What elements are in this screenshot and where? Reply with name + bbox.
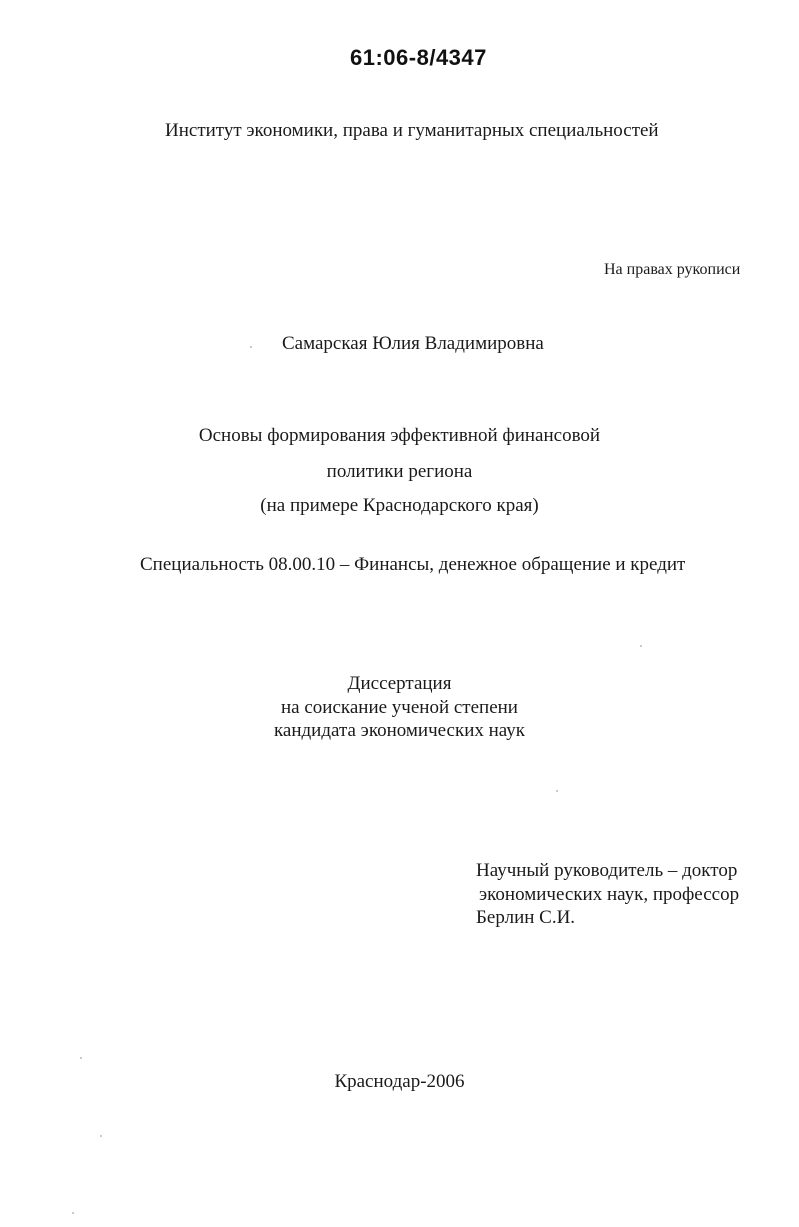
supervisor-line-2: экономических наук, профессор — [479, 884, 740, 905]
supervisor-name: Берлин С.И. — [476, 907, 576, 928]
scan-speck — [80, 1057, 82, 1059]
scan-speck — [72, 1212, 74, 1214]
city-year: Краснодар-2006 — [334, 1071, 465, 1092]
degree-line-2: кандидата экономических наук — [273, 720, 526, 741]
degree-line-1: на соискание ученой степени — [281, 697, 518, 718]
thesis-title-line-1: Основы формирования эффективной финансовой — [198, 425, 601, 446]
author-name: Самарская Юлия Владимировна — [282, 333, 544, 354]
supervisor-line-1: Научный руководитель – доктор — [476, 860, 738, 881]
rights-note: На правах рукописи — [604, 261, 741, 278]
scan-speck — [100, 1135, 102, 1137]
scan-speck — [250, 346, 252, 348]
dissertation-label: Диссертация — [347, 673, 452, 694]
institute-name: Институт экономики, права и гуманитарных специальностей — [165, 120, 659, 141]
thesis-title-line-3: (на примере Краснодарского края) — [260, 495, 539, 516]
thesis-title-line-2: политики региона — [326, 461, 473, 482]
scan-speck — [556, 790, 558, 792]
scan-speck — [640, 645, 642, 647]
archive-stamp-number: 61:06-8/4347 — [350, 45, 487, 70]
specialty-line: Специальность 08.00.10 – Финансы, денежное обращение и кредит — [140, 554, 686, 575]
